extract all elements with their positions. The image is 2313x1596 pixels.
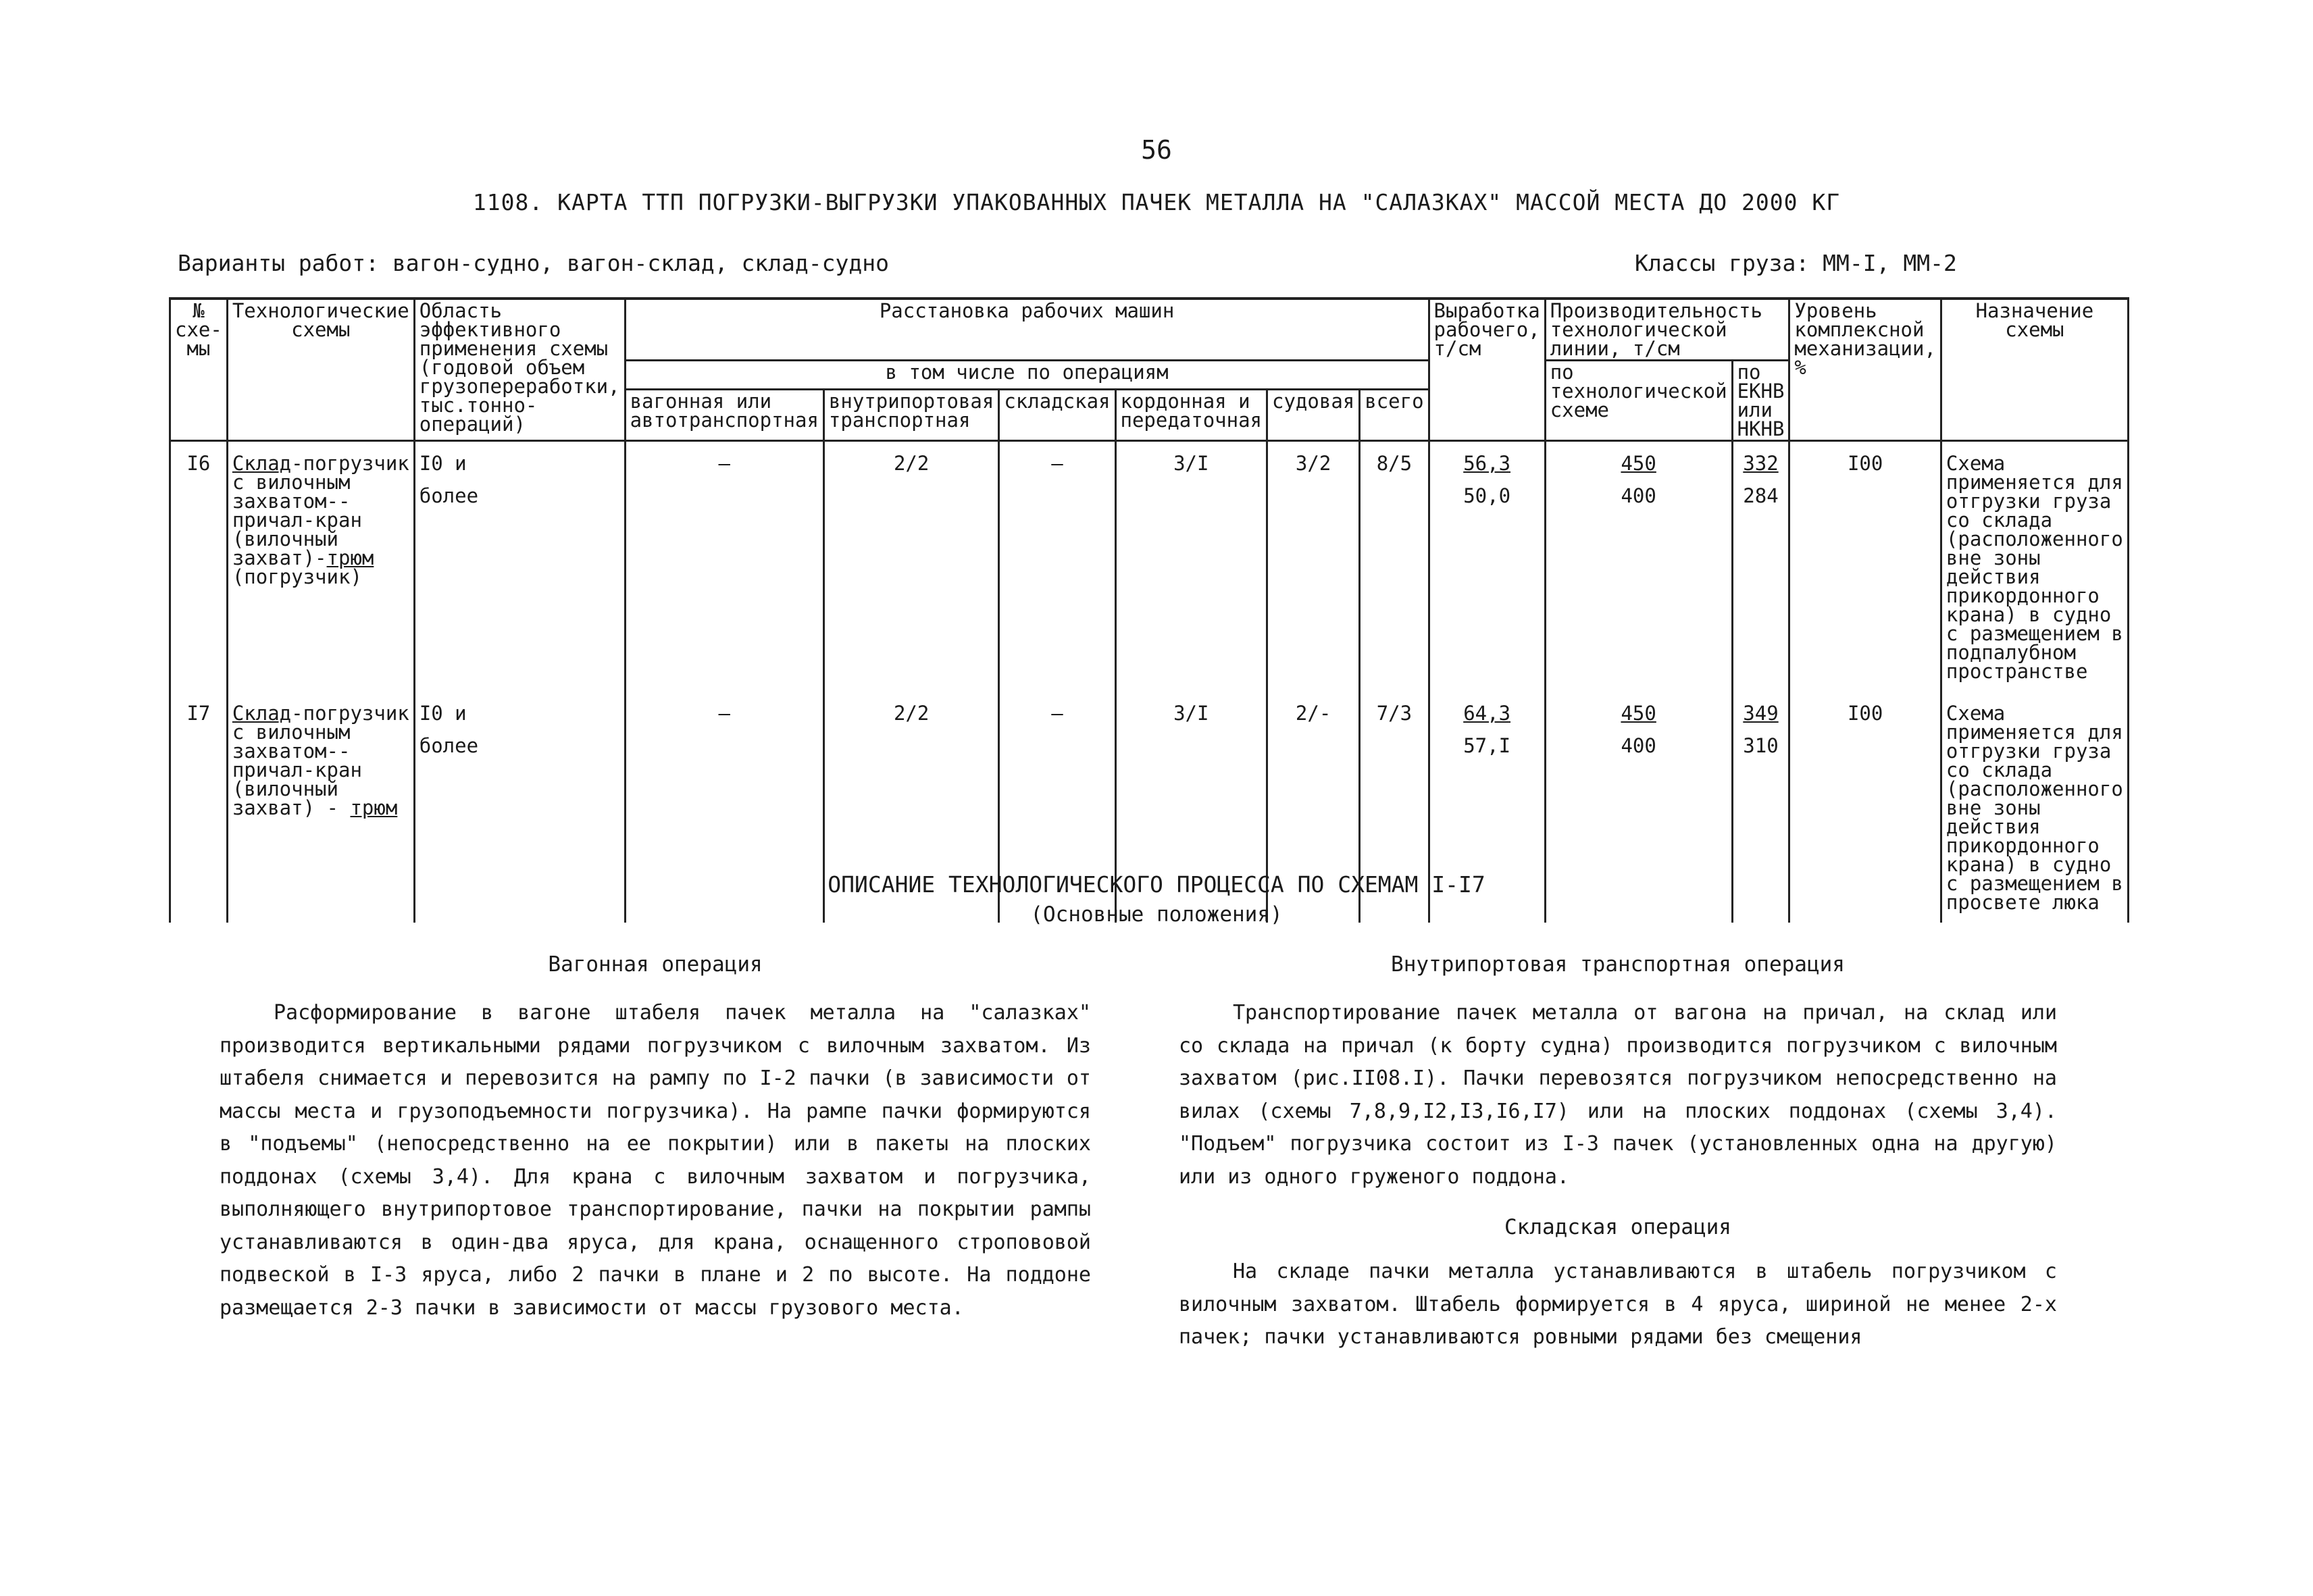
header-scheme-no: № схе- мы bbox=[170, 299, 228, 441]
scheme-start-point: Склад bbox=[232, 452, 292, 475]
header-ship: судовая bbox=[1267, 389, 1360, 441]
cell-ship: 2/- bbox=[1267, 692, 1360, 923]
cell-output bbox=[1429, 441, 1545, 692]
header-cordon: кордонная и передаточная bbox=[1115, 389, 1267, 441]
cell-purpose: Схема применяется для отгрузки груза со склада (расположенного вне зоны действия прикордонного крана) в судно с размещением в просвете люка bbox=[1941, 692, 2128, 923]
header-purpose: Назначение схемы bbox=[1941, 299, 2128, 441]
cell-cordon: 3/I bbox=[1115, 692, 1267, 923]
cell-inport: 2/2 bbox=[823, 692, 998, 923]
area-line-1: I0 и bbox=[419, 452, 467, 475]
scheme-chain: -погрузчик с вилочным захватом--причал-кран (вилочный захват)- bbox=[232, 452, 409, 569]
scheme-start-point: Склад bbox=[232, 702, 292, 725]
transport-operation-heading: Внутрипортовая транспортная операция bbox=[1391, 952, 1845, 977]
page-number: 56 bbox=[1141, 135, 1172, 165]
section-title: ОПИСАНИЕ ТЕХНОЛОГИЧЕСКОГО ПРОЦЕССА ПО СХЕМАМ I-I7 bbox=[828, 871, 1485, 898]
area-line-1: I0 и bbox=[419, 702, 467, 725]
header-output: Выработка рабочего, т/см bbox=[1429, 299, 1545, 441]
scheme-chain: -погрузчик с вилочным захватом--причал-кран (вилочный захват) - bbox=[232, 702, 409, 819]
output-line-1: 64,3 bbox=[1463, 702, 1511, 725]
header-incl-ops: в том числе по операциям bbox=[625, 361, 1429, 390]
cell-purpose: Схема применяется для отгрузки груза со склада (расположенного вне зоны действия прикордонного крана) в судно с размещением в подпалубном пространстве bbox=[1941, 441, 2128, 692]
prod-scheme-line-1: 450 bbox=[1621, 452, 1656, 475]
cell-no: I7 bbox=[170, 692, 228, 923]
tech-schemes-table bbox=[169, 297, 2129, 923]
cell-wagon: – bbox=[625, 692, 823, 923]
cell-scheme bbox=[227, 441, 414, 692]
cell-no: I6 bbox=[170, 441, 228, 692]
header-warehouse: складская bbox=[999, 389, 1115, 441]
cargo-classes: Классы груза: ММ-I, ММ-2 bbox=[1635, 250, 1957, 276]
warehouse-operation-heading: Складская операция bbox=[1504, 1215, 1731, 1239]
header-workers: Расстановка рабочих машин bbox=[625, 299, 1429, 361]
output-line-2: 57,I bbox=[1463, 734, 1511, 757]
left-column bbox=[220, 952, 1091, 1324]
wagon-operation-heading: Вагонная операция bbox=[548, 952, 763, 977]
prod-norm-line-1: 332 bbox=[1743, 452, 1779, 475]
page-title: 1108. КАРТА ТТП ПОГРУЗКИ-ВЫГРУЗКИ УПАКОВАННЫХ ПАЧЕК МЕТАЛЛА НА "САЛАЗКАХ" МАССОЙ МЕСТА ДО 2000 КГ bbox=[472, 189, 1841, 215]
header-mech: Уровень комплексной механизации, % bbox=[1789, 299, 1941, 441]
header-by-norm: по ЕКНВ или НКНВ bbox=[1732, 361, 1789, 441]
prod-norm-line-2: 310 bbox=[1743, 734, 1779, 757]
area-line-2: более bbox=[419, 484, 479, 507]
prod-scheme-line-2: 400 bbox=[1621, 484, 1656, 507]
output-line-1: 56,3 bbox=[1463, 452, 1511, 475]
work-variants: Варианты работ: вагон-судно, вагон-склад, склад-судно bbox=[178, 250, 889, 276]
right-column bbox=[1179, 952, 2057, 1354]
cell-wagon: – bbox=[625, 441, 823, 692]
cell-prod-scheme bbox=[1545, 441, 1732, 692]
cell-mech: I00 bbox=[1789, 692, 1941, 923]
cell-mech: I00 bbox=[1789, 441, 1941, 692]
cell-area bbox=[414, 441, 625, 692]
scheme-end-point: трюм bbox=[326, 546, 374, 569]
cell-inport: 2/2 bbox=[823, 441, 998, 692]
header-wagon: вагонная или автотранспортная bbox=[625, 389, 823, 441]
area-line-2: более bbox=[419, 734, 479, 757]
table-row bbox=[170, 441, 2129, 692]
header-area: Область эффективного применения схемы (годовой объем грузопереработки, тыс.тонно-операций) bbox=[414, 299, 625, 441]
transport-operation-text: Транспортирование пачек металла от вагона на причал, на склад или со склада на причал (к борту судна) производится погрузчиком с вилочным захватом (рис.II08.I). Пачки перевозятся погрузчиком непосредственно на вилах (схемы 7,8,9,I2,I3,I6,I7) или на плоских поддонах (схемы 3,4). "Подъем" погрузчика состоит из I-3 пачек (установленных одна на другую) или из одного груженого поддона. bbox=[1179, 1001, 2057, 1189]
cell-ship: 3/2 bbox=[1267, 441, 1360, 692]
warehouse-operation-text: На складе пачки металла устанавливаются в штабель погрузчиком с вилочным захватом. Штабель формируется в 4 яруса, шириной не менее 2-х пачек; пачки устанавливаются ровными рядами без смещения bbox=[1179, 1260, 2057, 1349]
prod-norm-line-2: 284 bbox=[1743, 484, 1779, 507]
header-productivity: Производительность технологической линии, т/см bbox=[1545, 299, 1789, 361]
cell-cordon: 3/I bbox=[1115, 441, 1267, 692]
header-tech-schemes: Технологические схемы bbox=[227, 299, 414, 441]
header-inport: внутрипортовая транспортная bbox=[823, 389, 998, 441]
scheme-note: (погрузчик) bbox=[232, 565, 362, 588]
prod-norm-line-1: 349 bbox=[1743, 702, 1779, 725]
cell-warehouse: – bbox=[999, 441, 1115, 692]
section-subtitle: (Основные положения) bbox=[1030, 902, 1283, 927]
cell-total: 8/5 bbox=[1360, 441, 1429, 692]
cell-prod-norm bbox=[1732, 441, 1789, 692]
prod-scheme-line-2: 400 bbox=[1621, 734, 1656, 757]
scheme-end-point: трюм bbox=[350, 796, 398, 819]
cell-warehouse: – bbox=[999, 692, 1115, 923]
header-by-scheme: по технологической схеме bbox=[1545, 361, 1732, 441]
wagon-operation-text: Расформирование в вагоне штабеля пачек металла на "салазках" производится вертикальными рядами погрузчиком с вилочным захватом. Из штабеля снимается и перевозится на рампу по I-2 пачки (в зависимости от массы места и грузоподъемности погрузчика). На рампе пачки формируются в "подъемы" (непосредственно на ее покрытии) или в пакеты на плоских поддонах (схемы 3,4). Для крана с вилочным захватом и погрузчика, выполняющего внутрипортовое транспортирование, пачки на покрытии рампы устанавливаются в один-два яруса, для крана, оснащенного стропововой подвеской в I-3 яруса, либо 2 пачки в плане и 2 по высоте. На поддоне размещается 2-3 пачки в зависимости от массы грузового места. bbox=[220, 1001, 1091, 1320]
header-total: всего bbox=[1360, 389, 1429, 441]
cell-total: 7/3 bbox=[1360, 692, 1429, 923]
prod-scheme-line-1: 450 bbox=[1621, 702, 1656, 725]
output-line-2: 50,0 bbox=[1463, 484, 1511, 507]
